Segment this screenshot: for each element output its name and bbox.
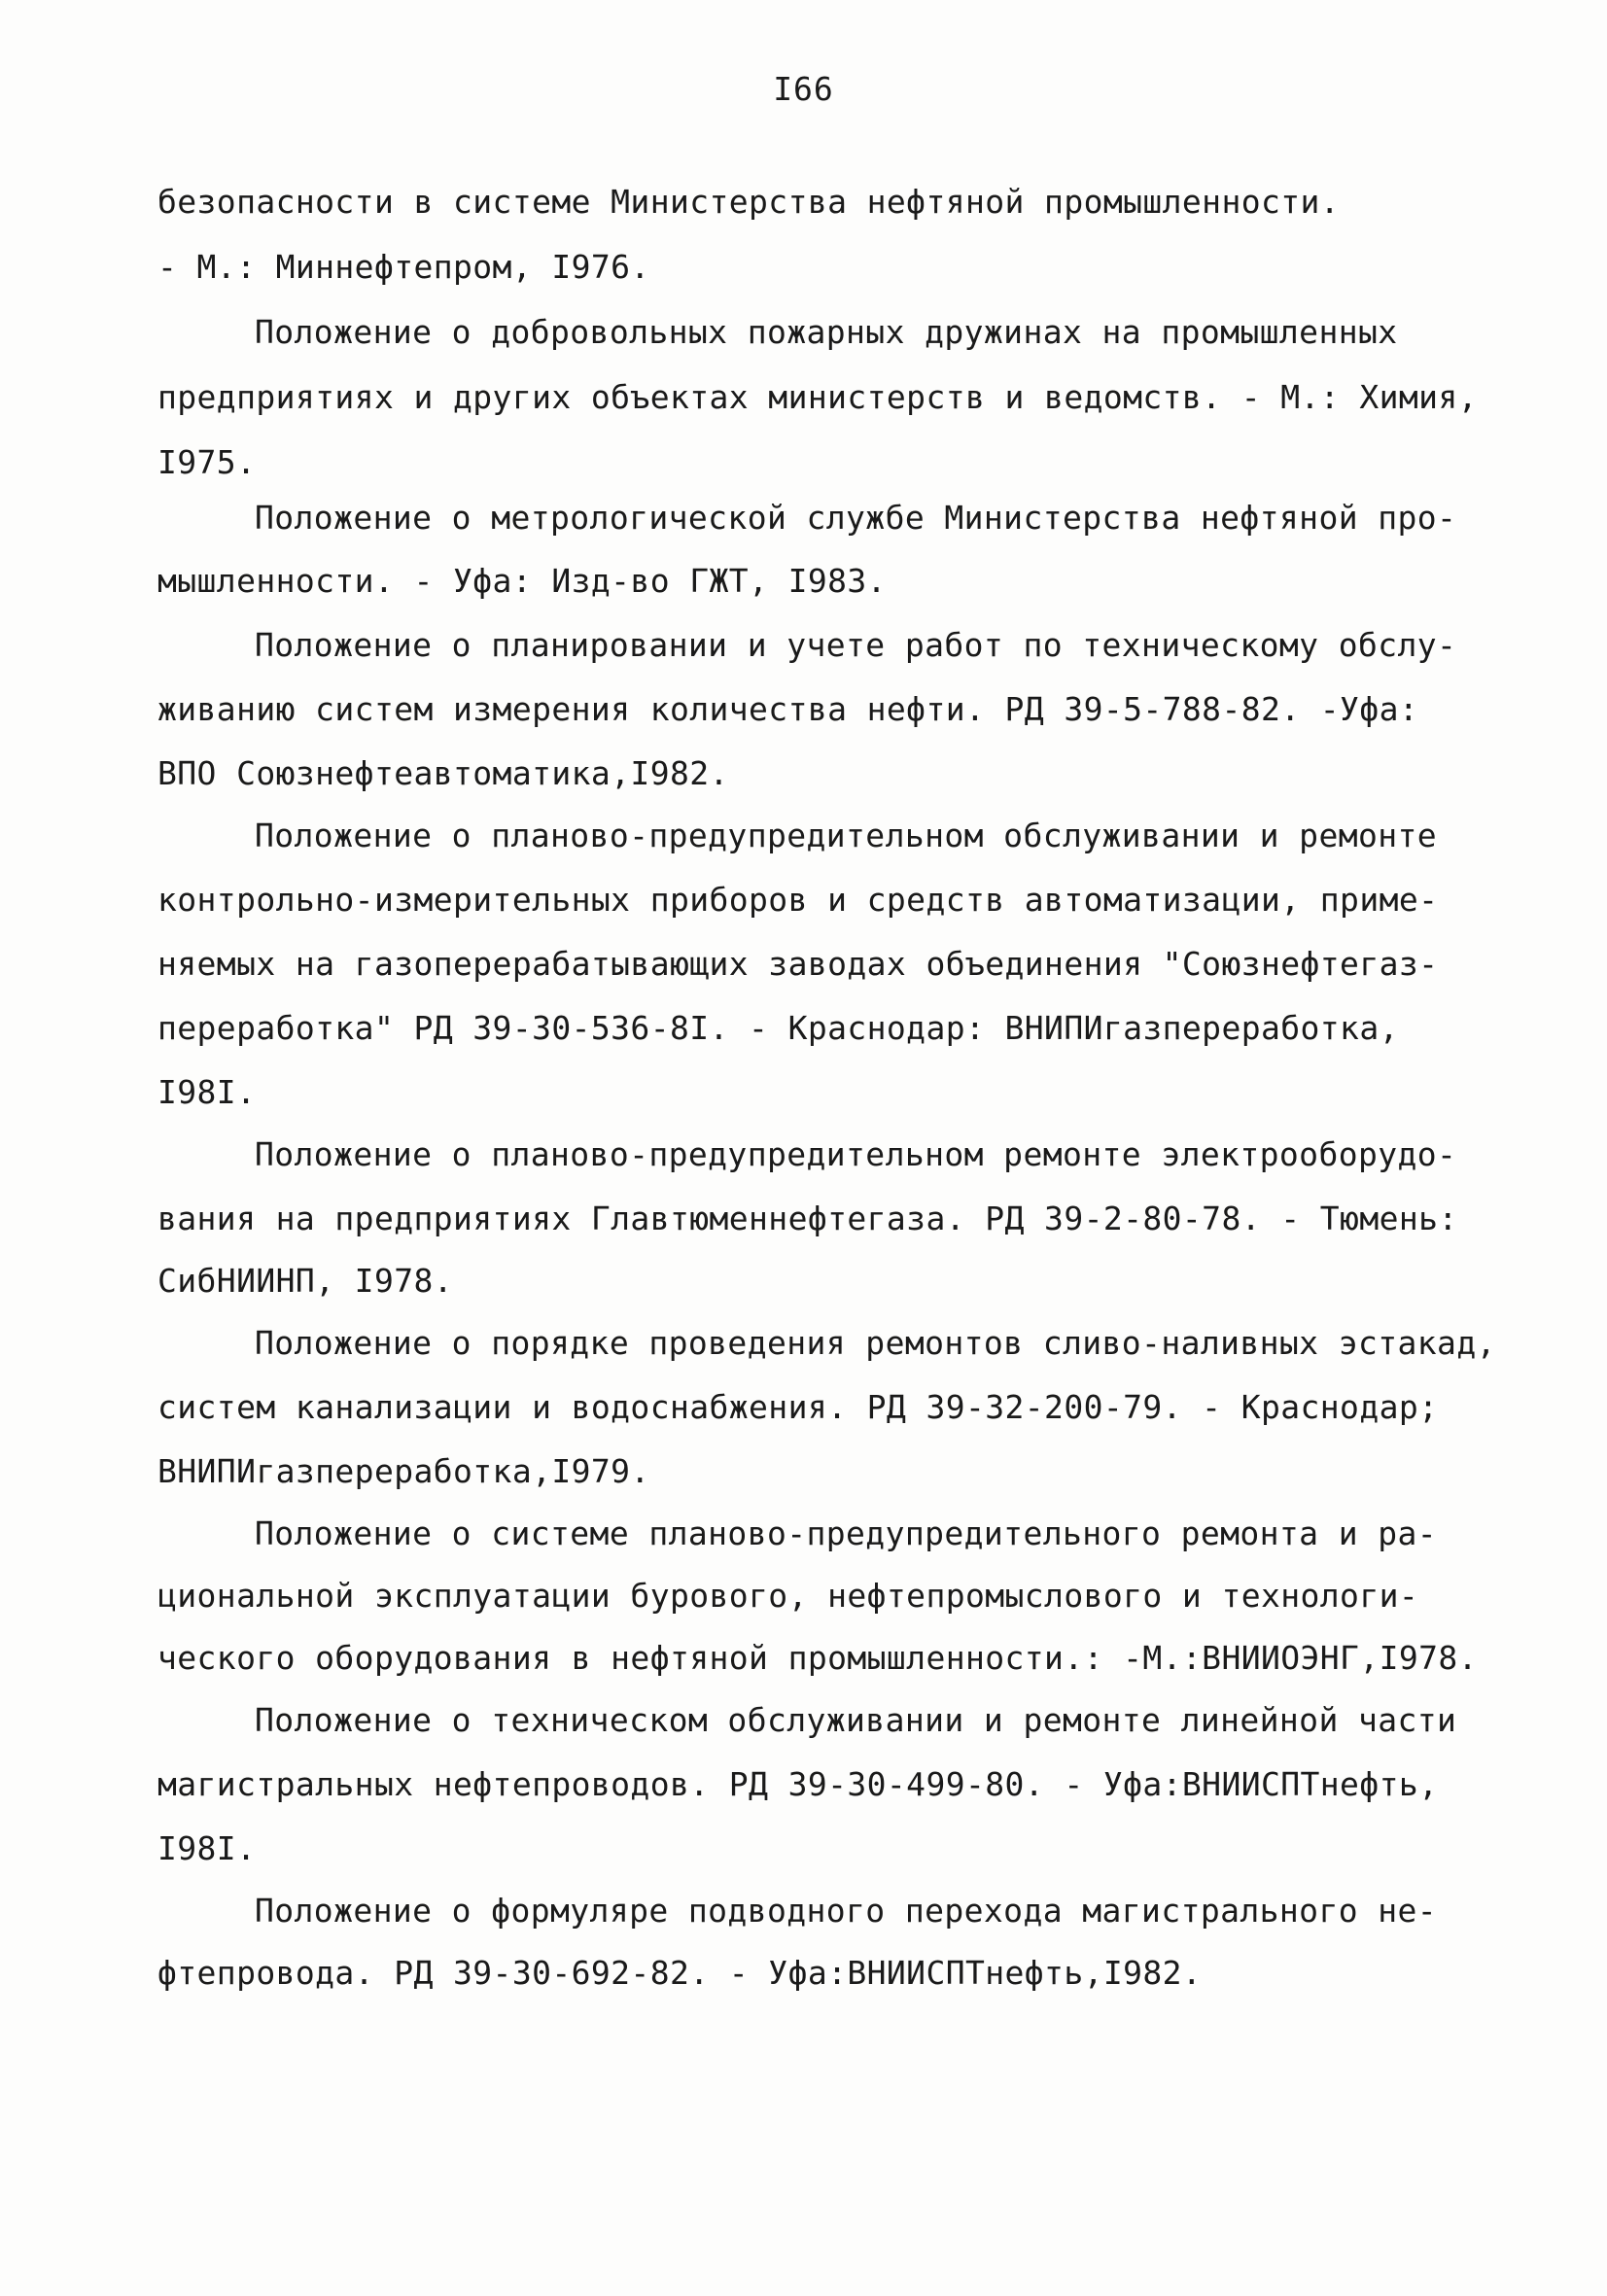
entry-line: фтепровода. РД 39-30-692-82. - Уфа:ВНИИСПТнефть,I982. (157, 1954, 1203, 1992)
entry-line: ческого оборудования в нефтяной промышленности.: -М.:ВНИИОЭНГ,I978. (157, 1639, 1478, 1677)
entry-line: мышленности. - Уфа: Изд-во ГЖТ, I983. (157, 562, 887, 600)
entry-line: Положение о порядке проведения ремонтов сливо-наливных эстакад, (255, 1324, 1496, 1362)
entry-line: систем канализации и водоснабжения. РД 39-32-200-79. - Краснодар; (157, 1388, 1439, 1426)
entry-line: магистральных нефтепроводов. РД 39-30-499-80. - Уфа:ВНИИСПТнефть, (157, 1765, 1439, 1803)
entry-line: Положение о формуляре подводного перехода магистрального не- (255, 1892, 1438, 1930)
page-number: I66 (773, 70, 834, 108)
entry-line: ВНИПИгазпереработка,I979. (157, 1452, 650, 1490)
entry-line: Положение о планово-предупредительном обслуживании и ремонте (255, 817, 1438, 854)
entry-line: I98I. (157, 1829, 257, 1867)
entry-line: живанию систем измерения количества нефти. РД 39-5-788-82. -Уфа: (157, 690, 1419, 728)
entry-line: циональной эксплуатации бурового, нефтепромыслового и технологи- (157, 1577, 1419, 1615)
entry-line: няемых на газоперерабатывающих заводах объединения "Союзнефтегаз- (157, 945, 1439, 983)
entry-line: вания на предприятиях Главтюменнефтегаза. РД 39-2-80-78. - Тюмень: (157, 1200, 1458, 1237)
entry-line: переработка" РД 39-30-536-8I. - Краснодар: ВНИПИгазпереработка, (157, 1009, 1399, 1047)
entry-line: ВПО Союзнефтеавтоматика,I982. (157, 754, 729, 792)
entry-line: безопасности в системе Министерства нефтяной промышленности. (157, 183, 1341, 221)
entry-line: I98I. (157, 1073, 257, 1111)
entry-line: предприятиях и других объектах министерств и ведомств. - М.: Химия, (157, 378, 1478, 416)
entry-line: Положение о добровольных пожарных дружинах на промышленных (255, 313, 1398, 351)
entry-line: СибНИИНП, I978. (157, 1262, 454, 1300)
entry-line: контрольно-измерительных приборов и средств автоматизации, приме- (157, 881, 1439, 919)
entry-line: I975. (157, 443, 257, 481)
entry-line: Положение о техническом обслуживании и ремонте линейной части (255, 1701, 1457, 1739)
entry-line: Положение о метрологической службе Министерства нефтяной про- (255, 499, 1457, 537)
entry-line: Положение о планово-предупредительном ремонте электрооборудо- (255, 1135, 1457, 1173)
entry-line: Положение о системе планово-предупредительного ремонта и ра- (255, 1514, 1438, 1552)
entry-line: Положение о планировании и учете работ по техническому обслу- (255, 626, 1457, 664)
entry-line: - М.: Миннефтепром, I976. (157, 248, 650, 286)
